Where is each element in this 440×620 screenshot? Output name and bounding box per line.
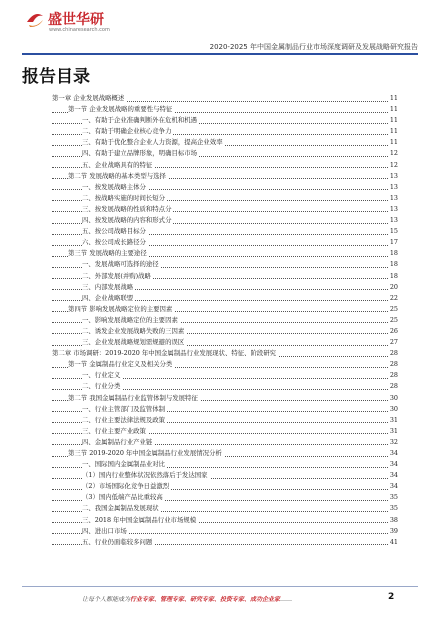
slogan-prefix: 让每个人都能成为 xyxy=(82,596,131,603)
toc-entry-title: 三、按发展战略的性质和特点分 xyxy=(82,204,172,213)
toc-entry-title: 第三节 2019-2020 年中国金属制品行业发展情况分析 xyxy=(68,449,222,457)
toc-entry-page: 11 xyxy=(388,115,398,126)
toc-entry[interactable] xyxy=(52,259,398,270)
toc-entry-page: 31 xyxy=(388,426,398,437)
toc-entry-title: 一、发展战略可选择的途径 xyxy=(82,260,159,269)
toc-entry[interactable] xyxy=(52,104,398,115)
toc-entry-page: 13 xyxy=(388,193,398,204)
toc-entry[interactable] xyxy=(52,337,398,348)
toc-entry-title: 二、行业分类 xyxy=(82,382,121,391)
toc-entry[interactable] xyxy=(52,481,398,492)
toc-entry-page: 13 xyxy=(388,171,398,182)
toc-entry-title: 三、内部发展战略 xyxy=(82,282,134,291)
toc-entry[interactable] xyxy=(52,370,398,381)
toc-entry[interactable] xyxy=(52,437,398,448)
toc-entry-title: 一、按发展战略主体分 xyxy=(82,182,146,191)
toc-entry-page: 11 xyxy=(388,104,398,115)
company-logo xyxy=(24,6,134,38)
toc-entry[interactable] xyxy=(52,415,398,426)
toc-entry-page: 25 xyxy=(388,304,398,315)
toc-entry[interactable] xyxy=(52,359,398,370)
toc-entry[interactable] xyxy=(52,160,398,171)
toc-entry-page: 34 xyxy=(388,470,398,481)
toc-entry-title: 二、诱发企业发展战略失败的三因素 xyxy=(82,326,185,335)
toc-entry-page: 11 xyxy=(388,137,398,148)
toc-entry-title: 四、按发展战略的内容和形式分 xyxy=(82,216,172,225)
toc-entry-title: 三、有助于优化整合企业人力资源，提高企业效率 xyxy=(82,138,223,147)
toc-entry-title: 五、按公司战略目标分 xyxy=(82,227,146,236)
toc-entry-title: （3）国内低端产品比重较高 xyxy=(82,493,163,502)
toc-entry-page: 27 xyxy=(388,337,398,348)
toc-entry-title: 四、进出口市场 xyxy=(82,526,127,535)
toc-entry[interactable] xyxy=(52,93,398,104)
slogan-suffix: …… xyxy=(280,596,293,603)
toc-entry-page: 18 xyxy=(388,259,398,270)
toc-entry[interactable] xyxy=(52,237,398,248)
toc-entry-page: 17 xyxy=(388,237,398,248)
toc-entry[interactable] xyxy=(52,393,398,404)
toc-entry[interactable] xyxy=(52,448,398,459)
toc-entry-title: 第二节 发展战略的基本类型与选择 xyxy=(68,171,166,180)
toc-entry-page: 11 xyxy=(388,93,398,104)
logo-url: www.chinaresearch.com xyxy=(49,27,110,33)
toc-entry[interactable] xyxy=(52,304,398,315)
toc-entry-page: 15 xyxy=(388,226,398,237)
toc-entry-page: 20 xyxy=(388,282,398,293)
toc-entry-page: 30 xyxy=(388,393,398,404)
toc-entry-page: 32 xyxy=(388,437,398,448)
toc-entry[interactable] xyxy=(52,182,398,193)
toc-entry-title: 第一节 企业发展战略的重要性与特征 xyxy=(68,105,173,114)
toc-entry[interactable] xyxy=(52,348,398,359)
toc-entry[interactable] xyxy=(52,293,398,304)
toc-entry-title: 四、企业战略联盟 xyxy=(82,293,134,302)
toc-entry[interactable] xyxy=(52,315,398,326)
toc-entry[interactable] xyxy=(52,148,398,159)
toc-entry[interactable] xyxy=(52,381,398,392)
toc-entry[interactable] xyxy=(52,426,398,437)
toc-entry-title: 四、有助于建立品牌形象，明确目标市场 xyxy=(82,149,198,158)
toc-entry[interactable] xyxy=(52,537,398,548)
toc-entry-title: 四、金属制品行业产业链 xyxy=(82,437,153,446)
toc-entry-page: 13 xyxy=(388,182,398,193)
toc-entry-title: 五、行业仍面临较多问题 xyxy=(82,537,153,546)
toc-entry-page: 38 xyxy=(388,515,398,526)
toc-entry[interactable] xyxy=(52,515,398,526)
toc-entry[interactable] xyxy=(52,137,398,148)
toc-entry-page: 39 xyxy=(388,526,398,537)
toc-entry-title: （2）市场国际化竞争日益激烈 xyxy=(82,482,170,491)
toc-entry-page: 30 xyxy=(388,404,398,415)
toc-entry-title: 第一节 金属制品行业定义及相关分类 xyxy=(68,360,173,369)
page-heading: 报告目录 xyxy=(22,67,90,87)
toc-entry-title: 第四节 影响发展战略定位的主要因素 xyxy=(68,304,173,313)
toc-entry-title: 一、行业定义 xyxy=(82,371,121,380)
toc-entry-page: 12 xyxy=(388,160,398,171)
toc-entry-page: 12 xyxy=(388,148,398,159)
toc-entry-title: 一、有助于企业准确判断外在危机和机遇 xyxy=(82,116,198,125)
toc-entry-title: 一、影响发展战略定位的主要因素 xyxy=(82,315,178,324)
header-divider xyxy=(22,53,418,55)
toc-entry-page: 28 xyxy=(388,348,398,359)
toc-entry[interactable] xyxy=(52,204,398,215)
toc-entry[interactable] xyxy=(52,226,398,237)
toc-entry-page: 34 xyxy=(388,448,398,459)
page-footer xyxy=(0,586,440,620)
toc-entry-title: 二、有助于明确企业核心竞争力 xyxy=(82,127,172,136)
toc-entry[interactable] xyxy=(52,115,398,126)
toc-entry-page: 22 xyxy=(388,293,398,304)
toc-entry-title: 三、行业主要产业政策 xyxy=(82,426,146,435)
toc-entry[interactable] xyxy=(52,492,398,503)
toc-entry-title: 六、按公司成长路径分 xyxy=(82,238,146,247)
toc-entry-title: 一、国际国内金属制品业对比 xyxy=(82,460,166,469)
toc-entry-title: 二、外部发展(并购)战略 xyxy=(82,271,151,280)
toc-entry-page: 28 xyxy=(388,370,398,381)
toc-entry[interactable] xyxy=(52,282,398,293)
toc-entry-title: （1）国内行业整体状况依然落后于发达国家 xyxy=(82,471,208,480)
toc-entry-page: 25 xyxy=(388,315,398,326)
toc-entry-page: 28 xyxy=(388,381,398,392)
toc-entry-title: 五、企业战略具有的特征 xyxy=(82,160,153,169)
toc-entry[interactable] xyxy=(52,193,398,204)
slogan-roles: 行业专家、管理专家、研究专家、投资专家、成功企业家 xyxy=(130,596,281,603)
toc-entry-title: 第三节 发展战略的主要途径 xyxy=(68,249,147,258)
toc-entry-title: 一、行业主管部门及监管体制 xyxy=(82,404,166,413)
toc-entry-title: 三、企业发展战略规划需规避的误区 xyxy=(82,338,185,347)
toc-entry[interactable] xyxy=(52,248,398,259)
toc-entry-page: 13 xyxy=(388,215,398,226)
footer-slogan xyxy=(82,594,292,603)
toc-entry-page: 18 xyxy=(388,248,398,259)
toc-entry-page: 26 xyxy=(388,326,398,337)
logo-icon xyxy=(24,8,46,30)
table-of-contents xyxy=(52,93,398,548)
toc-entry-page: 35 xyxy=(388,503,398,514)
toc-entry-page: 18 xyxy=(388,271,398,282)
toc-entry-title: 第一章 企业发展战略概述 xyxy=(52,94,125,102)
toc-entry[interactable] xyxy=(52,404,398,415)
toc-entry-page: 34 xyxy=(388,459,398,470)
toc-entry-page: 35 xyxy=(388,492,398,503)
toc-entry-title: 二、行业主要法律法规及政策 xyxy=(82,415,166,424)
toc-entry-page: 41 xyxy=(388,537,398,548)
toc-entry[interactable] xyxy=(52,459,398,470)
toc-entry[interactable] xyxy=(52,470,398,481)
toc-entry[interactable] xyxy=(52,126,398,137)
toc-entry[interactable] xyxy=(52,503,398,514)
toc-entry[interactable] xyxy=(52,271,398,282)
footer-divider xyxy=(22,586,418,587)
toc-entry-page: 13 xyxy=(388,204,398,215)
toc-entry-page: 34 xyxy=(388,481,398,492)
logo-brand-text: 盛世华研 xyxy=(48,12,104,28)
toc-entry-title: 二、按战略实施的时间长短分 xyxy=(82,193,166,202)
document-title: 2020-2025 年中国金属制品行业市场深度调研及发展战略研究报告 xyxy=(209,43,418,51)
toc-entry[interactable] xyxy=(52,215,398,226)
toc-entry[interactable] xyxy=(52,326,398,337)
toc-entry-title: 第二节 我国金属制品行业监管体制与发展特征 xyxy=(68,393,198,402)
toc-entry-page: 11 xyxy=(388,126,398,137)
toc-entry-title: 第二章 市场调研：2019-2020 年中国金属制品行业发展现状、特征、阶段研究 xyxy=(52,349,277,358)
toc-entry[interactable] xyxy=(52,171,398,182)
toc-entry-title: 二、我国金属制品发展现状 xyxy=(82,504,159,513)
toc-entry[interactable] xyxy=(52,526,398,537)
toc-entry-title: 三、2018 年中国金属制品行业市场规模 xyxy=(82,515,197,524)
toc-entry-page: 31 xyxy=(388,415,398,426)
page-header xyxy=(0,0,440,62)
page-number: 2 xyxy=(388,592,395,602)
toc-entry-page: 28 xyxy=(388,359,398,370)
